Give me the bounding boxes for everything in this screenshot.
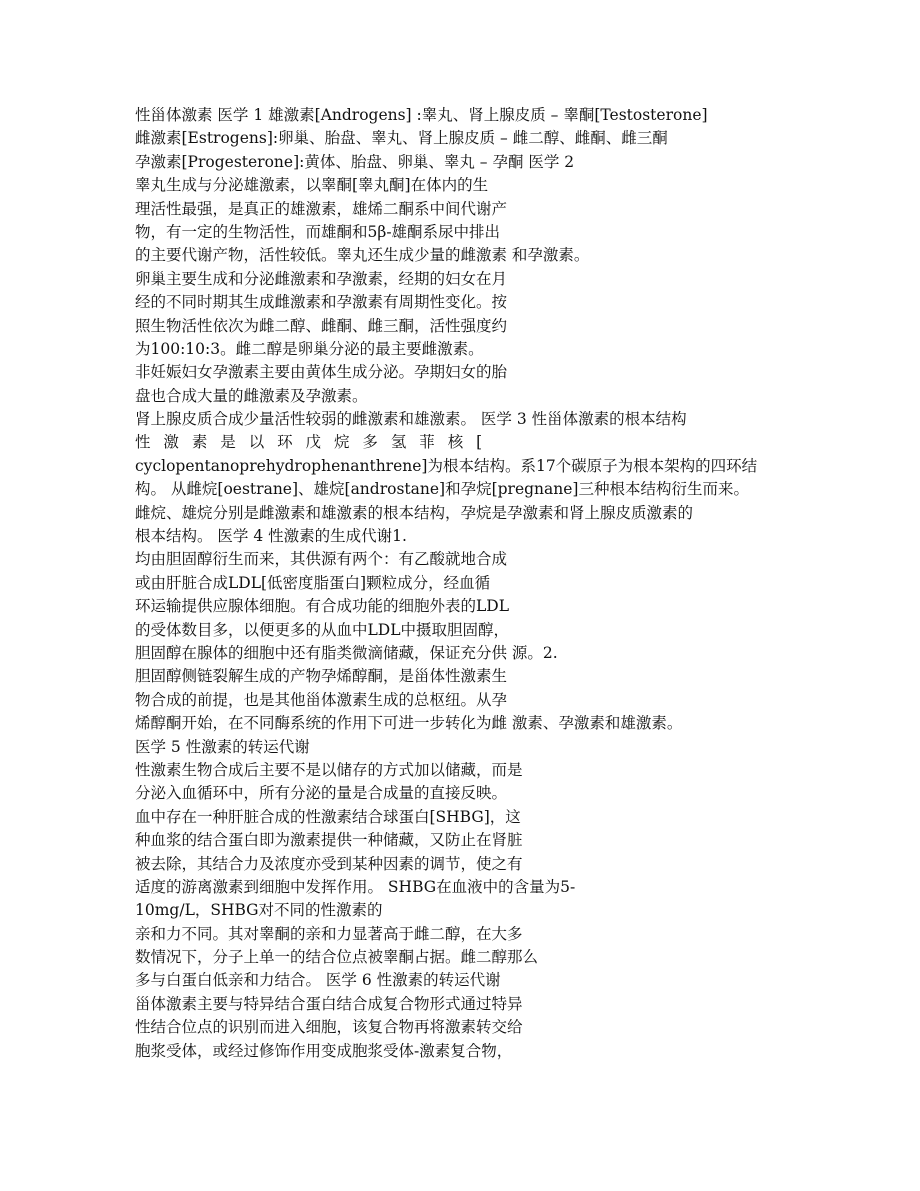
text-line: 甾体激素主要与特异结合蛋白结合成复合物形式通过特异: [135, 994, 523, 1013]
text-line: 理活性最强，是真正的雄激素，雄烯二酮系中间代谢产: [135, 199, 508, 218]
text-line: 适度的游离激素到细胞中发挥作用。 SHBG在血液中的含量为5-: [135, 877, 576, 896]
text-line: 非妊娠妇女孕激素主要由黄体生成分泌。孕期妇女的胎: [135, 363, 508, 382]
text-line: 雌烷、雄烷分别是雌激素和雄激素的根本结构，孕烷是孕激素和肾上腺皮质激素的: [135, 503, 694, 522]
text-line: 为100:10:3。雌二醇是卵巢分泌的最主要雌激素。: [135, 339, 484, 358]
text-line: 构。 从雌烷[oestrane]、雄烷[androstane]和孕烷[pregnane]三种根本结构衍生而来。: [135, 480, 749, 499]
text-line: 血中存在一种肝脏合成的性激素结合球蛋白[SHBG]，这: [135, 807, 521, 826]
text-line: 雌激素[Estrogens]:卵巢、胎盘、睾丸、肾上腺皮质 – 雌二醇、雌酮、雌三酮: [135, 129, 668, 148]
text-line: 数情况下，分子上单一的结合位点被睾酮占据。雌二醇那么: [135, 948, 539, 967]
text-line: 性激素生物合成后主要不是以储存的方式加以储藏，而是: [135, 760, 523, 779]
text-line: 种血浆的结合蛋白即为激素提供一种储藏，又防止在肾脏: [135, 831, 523, 850]
text-line: 经的不同时期其生成雌激素和孕激素有周期性变化。按: [135, 293, 508, 312]
text-line: 物合成的前提，也是其他甾体激素生成的总枢纽。从孕: [135, 690, 508, 709]
text-line: 照生物活性依次为雌二醇、雌酮、雌三酮，活性强度约: [135, 316, 508, 335]
text-line: 胆固醇在腺体的细胞中还有脂类微滴储藏，保证充分供 源。2.: [135, 643, 558, 662]
text-line: 被去除，其结合力及浓度亦受到某种因素的调节，使之有: [135, 854, 523, 873]
text-line: 的受体数目多，以便更多的从血中LDL中摄取胆固醇，: [135, 620, 510, 639]
text-line: 根本结构。 医学 4 性激素的生成代谢1.: [135, 527, 407, 546]
text-line: 性结合位点的识别而进入细胞，该复合物再将激素转交给: [135, 1018, 523, 1037]
text-line: 性甾体激素 医学 1 雄激素[Androgens] :睾丸、肾上腺皮质 – 睾酮[Testosterone]: [135, 106, 708, 124]
text-line: 胆固醇侧链裂解生成的产物孕烯醇酮，是甾体性激素生: [135, 667, 508, 686]
body-text: [135, 104, 795, 1063]
text-line: cyclopentanoprehydrophenanthrene]为根本结构。系17个碳原子为根本架构的四环结: [135, 456, 758, 475]
text-line: 分泌入血循环中，所有分泌的量是合成量的直接反映。: [135, 784, 508, 803]
text-line: 物，有一定的生物活性，而雄酮和5β-雄酮系尿中排出: [135, 222, 501, 241]
text-line: 孕激素[Progesterone]:黄体、胎盘、卵巢、睾丸 – 孕酮 医学 2: [135, 152, 575, 171]
text-line: 性 激 素 是 以 环 戊 烷 多 氢 菲 核 [: [135, 433, 487, 452]
text-line: 均由胆固醇衍生而来，其供源有两个：有乙酸就地合成: [135, 550, 508, 569]
text-line: 肾上腺皮质合成少量活性较弱的雌激素和雄激素。 医学 3 性甾体激素的根本结构: [135, 410, 687, 429]
text-line: 亲和力不同。其对睾酮的亲和力显著高于雌二醇，在大多: [135, 924, 523, 943]
text-line: 多与白蛋白低亲和力结合。 医学 6 性激素的转运代谢: [135, 971, 501, 990]
text-line: 或由肝脏合成LDL[低密度脂蛋白]颗粒成分，经血循: [135, 573, 491, 592]
text-line: 医学 5 性激素的转运代谢: [135, 737, 310, 756]
text-line: 烯醇酮开始，在不同酶系统的作用下可进一步转化为雌 激素、孕激素和雄激素。: [135, 714, 683, 733]
text-line: 环运输提供应腺体细胞。有合成功能的细胞外表的LDL: [135, 597, 510, 616]
text-line: 的主要代谢产物，活性较低。睾丸还生成少量的雌激素 和孕激素。: [135, 246, 590, 265]
text-line: 卵巢主要生成和分泌雌激素和孕激素，经期的妇女在月: [135, 269, 508, 288]
text-line: 胞浆受体，或经过修饰作用变成胞浆受体-激素复合物，: [135, 1041, 513, 1060]
text-line: 睾丸生成与分泌雄激素，以睾酮[睾丸酮]在体内的生: [135, 176, 489, 195]
text-line: 10mg/L，SHBG对不同的性激素的: [135, 901, 383, 920]
text-line: 盘也合成大量的雌激素及孕激素。: [135, 386, 368, 405]
